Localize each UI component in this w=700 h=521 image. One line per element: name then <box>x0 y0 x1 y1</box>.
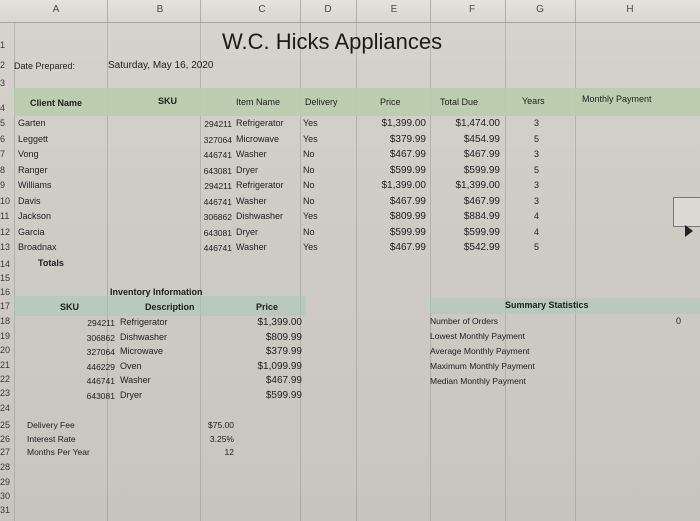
sku-cell[interactable]: 446741 <box>203 150 232 160</box>
summary-stat-label[interactable]: Lowest Monthly Payment <box>430 331 525 341</box>
date-value[interactable]: Saturday, May 16, 2020 <box>108 60 214 71</box>
delivery-cell[interactable]: No <box>303 165 315 175</box>
price-cell[interactable]: $467.99 <box>389 149 426 160</box>
row-number[interactable]: 4 <box>0 103 6 113</box>
total-due-cell[interactable]: $542.99 <box>463 242 500 253</box>
header-client-name[interactable]: Client Name <box>30 98 83 108</box>
row-number[interactable]: 28 <box>0 462 11 472</box>
sku-cell[interactable]: 446741 <box>203 197 232 207</box>
header-monthly-payment[interactable]: Monthly Payment <box>582 94 652 104</box>
summary-stat-label[interactable]: Maximum Monthly Payment <box>430 361 535 371</box>
constant-value[interactable]: $75.00 <box>208 420 234 430</box>
years-cell[interactable]: 5 <box>534 165 540 175</box>
row-number[interactable]: 8 <box>0 165 6 175</box>
inventory-description-cell[interactable]: Oven <box>120 361 142 371</box>
row-number[interactable]: 23 <box>0 388 11 398</box>
column-header-e[interactable]: E <box>390 4 398 15</box>
row-number[interactable]: 13 <box>0 242 11 252</box>
sku-cell[interactable]: 446741 <box>203 243 232 253</box>
client-name-cell[interactable]: Leggett <box>18 134 49 144</box>
client-name-cell[interactable]: Jackson <box>18 211 52 221</box>
inventory-price-header[interactable]: Price <box>256 302 279 312</box>
header-delivery[interactable]: Delivery <box>305 97 338 107</box>
inventory-description-cell[interactable]: Dishwasher <box>120 332 168 342</box>
row-number[interactable]: 25 <box>0 420 11 430</box>
row-number[interactable]: 20 <box>0 345 11 355</box>
price-cell[interactable]: $1,399.00 <box>381 118 426 129</box>
delivery-cell[interactable]: Yes <box>303 134 318 144</box>
delivery-cell[interactable]: No <box>303 196 315 206</box>
summary-stat-label[interactable]: Median Monthly Payment <box>430 376 526 386</box>
column-header-h[interactable]: H <box>626 4 634 15</box>
constant-label[interactable]: Delivery Fee <box>27 420 75 430</box>
row-number[interactable]: 27 <box>0 447 11 457</box>
row-number[interactable]: 10 <box>0 196 11 206</box>
item-name-cell[interactable]: Refrigerator <box>236 118 284 128</box>
mouse-cursor-icon <box>685 225 693 237</box>
row-number[interactable]: 21 <box>0 360 11 370</box>
row-number[interactable]: 24 <box>0 403 11 413</box>
years-cell[interactable]: 5 <box>534 134 540 144</box>
item-name-cell[interactable]: Dryer <box>236 227 258 237</box>
column-header-g[interactable]: G <box>536 4 544 15</box>
inventory-sku-cell[interactable]: 294211 <box>87 318 115 328</box>
price-cell[interactable]: $599.99 <box>389 227 426 238</box>
price-cell[interactable]: $1,399.00 <box>381 180 426 191</box>
row-number[interactable]: 6 <box>0 134 6 144</box>
item-name-cell[interactable]: Refrigerator <box>236 180 284 190</box>
constant-value[interactable]: 12 <box>224 447 234 457</box>
row-number[interactable]: 19 <box>0 331 11 341</box>
delivery-cell[interactable]: No <box>303 227 315 237</box>
sku-cell[interactable]: 643081 <box>203 228 232 238</box>
sku-cell[interactable]: 294211 <box>204 181 232 191</box>
row-number[interactable]: 11 <box>0 211 10 221</box>
item-name-cell[interactable]: Dryer <box>236 165 258 175</box>
summary-stat-label[interactable]: Number of Orders <box>430 316 499 326</box>
inventory-sku-header[interactable]: SKU <box>60 302 80 312</box>
totals-label[interactable]: Totals <box>38 258 64 268</box>
row-number[interactable]: 26 <box>0 434 11 444</box>
client-name-cell[interactable]: Ranger <box>18 165 48 175</box>
row-number[interactable]: 14 <box>0 259 11 269</box>
inventory-description-header[interactable]: Description <box>145 302 195 312</box>
column-header-c[interactable]: C <box>258 4 266 15</box>
row-number[interactable]: 1 <box>0 40 6 50</box>
row-number[interactable]: 16 <box>0 287 11 297</box>
inventory-price-cell[interactable]: $1,399.00 <box>257 317 302 328</box>
years-cell[interactable]: 4 <box>534 227 540 237</box>
delivery-cell[interactable]: Yes <box>303 118 318 128</box>
inventory-description-cell[interactable]: Dryer <box>120 390 142 400</box>
inventory-description-cell[interactable]: Microwave <box>120 346 164 356</box>
header-years[interactable]: Years <box>522 96 545 106</box>
total-due-cell[interactable]: $884.99 <box>463 211 500 222</box>
delivery-cell[interactable]: No <box>303 180 315 190</box>
row-number[interactable]: 3 <box>0 78 6 88</box>
price-cell[interactable]: $379.99 <box>389 134 426 145</box>
header-total-due[interactable]: Total Due <box>440 97 479 107</box>
item-name-cell[interactable]: Washer <box>236 196 267 206</box>
inventory-price-cell[interactable]: $809.99 <box>265 332 302 343</box>
row-number[interactable]: 5 <box>0 118 6 128</box>
total-due-cell[interactable]: $467.99 <box>463 149 500 160</box>
row-number[interactable]: 22 <box>0 374 11 384</box>
price-cell[interactable]: $467.99 <box>389 242 426 253</box>
sheet-title[interactable]: W.C. Hicks Appliances <box>222 29 443 54</box>
total-due-cell[interactable]: $599.99 <box>463 165 500 176</box>
client-name-cell[interactable]: Vong <box>18 149 39 159</box>
sku-cell[interactable]: 327064 <box>203 135 232 145</box>
years-cell[interactable]: 3 <box>534 149 540 159</box>
price-cell[interactable]: $599.99 <box>389 165 426 176</box>
years-cell[interactable]: 4 <box>534 211 540 221</box>
client-name-cell[interactable]: Broadnax <box>18 242 57 252</box>
inventory-sku-cell[interactable]: 446741 <box>86 376 115 386</box>
constant-label[interactable]: Months Per Year <box>27 447 90 457</box>
row-number[interactable]: 9 <box>0 180 6 190</box>
header-price[interactable]: Price <box>380 97 401 107</box>
column-header-d[interactable]: D <box>324 4 332 15</box>
inventory-sku-cell[interactable]: 327064 <box>86 347 115 357</box>
column-header-bar <box>0 0 700 23</box>
total-due-cell[interactable]: $1,474.00 <box>455 118 500 129</box>
inventory-price-cell[interactable]: $379.99 <box>265 346 302 357</box>
row-number[interactable]: 7 <box>0 149 6 159</box>
years-cell[interactable]: 5 <box>534 242 540 252</box>
row-number[interactable]: 12 <box>0 227 11 237</box>
date-label[interactable]: Date Prepared: <box>14 61 76 71</box>
delivery-cell[interactable]: No <box>303 149 315 159</box>
client-name-cell[interactable]: Davis <box>18 196 41 206</box>
inventory-title[interactable]: Inventory Information <box>110 287 203 297</box>
years-cell[interactable]: 3 <box>534 118 540 128</box>
client-name-cell[interactable]: Garcia <box>18 227 45 237</box>
price-cell[interactable]: $467.99 <box>389 196 426 207</box>
inventory-description-cell[interactable]: Washer <box>120 375 151 385</box>
price-cell[interactable]: $809.99 <box>389 211 426 222</box>
years-cell[interactable]: 3 <box>534 180 540 190</box>
row-number[interactable]: 31 <box>0 505 11 515</box>
client-name-cell[interactable]: Williams <box>18 180 52 190</box>
constant-value[interactable]: 3.25% <box>209 434 234 444</box>
summary-stat-label[interactable]: Average Monthly Payment <box>430 346 530 356</box>
column-header-b[interactable]: B <box>156 4 164 15</box>
total-due-cell[interactable]: $599.99 <box>463 227 500 238</box>
inventory-sku-cell[interactable]: 446229 <box>86 362 115 372</box>
inventory-sku-cell[interactable]: 643081 <box>86 391 115 401</box>
summary-number-of-orders-value[interactable]: 0 <box>676 316 682 326</box>
sku-cell[interactable]: 643081 <box>203 166 232 176</box>
sku-cell[interactable]: 294211 <box>204 119 232 129</box>
header-sku[interactable]: SKU <box>158 96 178 106</box>
years-cell[interactable]: 3 <box>534 196 540 206</box>
selected-cell[interactable] <box>673 197 700 227</box>
header-item-name[interactable]: Item Name <box>236 97 281 107</box>
row-number[interactable]: 15 <box>0 273 11 283</box>
row-number[interactable]: 29 <box>0 477 11 487</box>
delivery-cell[interactable]: Yes <box>303 242 318 252</box>
column-header-f[interactable]: F <box>468 4 476 15</box>
total-due-cell[interactable]: $454.99 <box>463 134 500 145</box>
client-name-cell[interactable]: Garten <box>18 118 46 128</box>
inventory-price-cell[interactable]: $1,099.99 <box>257 361 302 372</box>
summary-title[interactable]: Summary Statistics <box>505 300 589 310</box>
column-header-a[interactable]: A <box>52 4 60 15</box>
row-number[interactable]: 17 <box>0 301 11 311</box>
constant-label[interactable]: Interest Rate <box>27 434 76 444</box>
row-number[interactable]: 18 <box>0 316 11 326</box>
row-number[interactable]: 2 <box>0 60 6 70</box>
total-due-cell[interactable]: $1,399.00 <box>455 180 500 191</box>
inventory-price-cell[interactable]: $599.99 <box>265 390 302 401</box>
item-name-cell[interactable]: Washer <box>236 149 267 159</box>
row-number[interactable]: 30 <box>0 491 11 501</box>
item-name-cell[interactable]: Dishwasher <box>236 211 284 221</box>
total-due-cell[interactable]: $467.99 <box>463 196 500 207</box>
sku-cell[interactable]: 306862 <box>203 212 232 222</box>
inventory-price-cell[interactable]: $467.99 <box>265 375 302 386</box>
item-name-cell[interactable]: Washer <box>236 242 267 252</box>
delivery-cell[interactable]: Yes <box>303 211 318 221</box>
inventory-description-cell[interactable]: Refrigerator <box>120 317 168 327</box>
inventory-sku-cell[interactable]: 306862 <box>86 333 115 343</box>
item-name-cell[interactable]: Microwave <box>236 134 280 144</box>
